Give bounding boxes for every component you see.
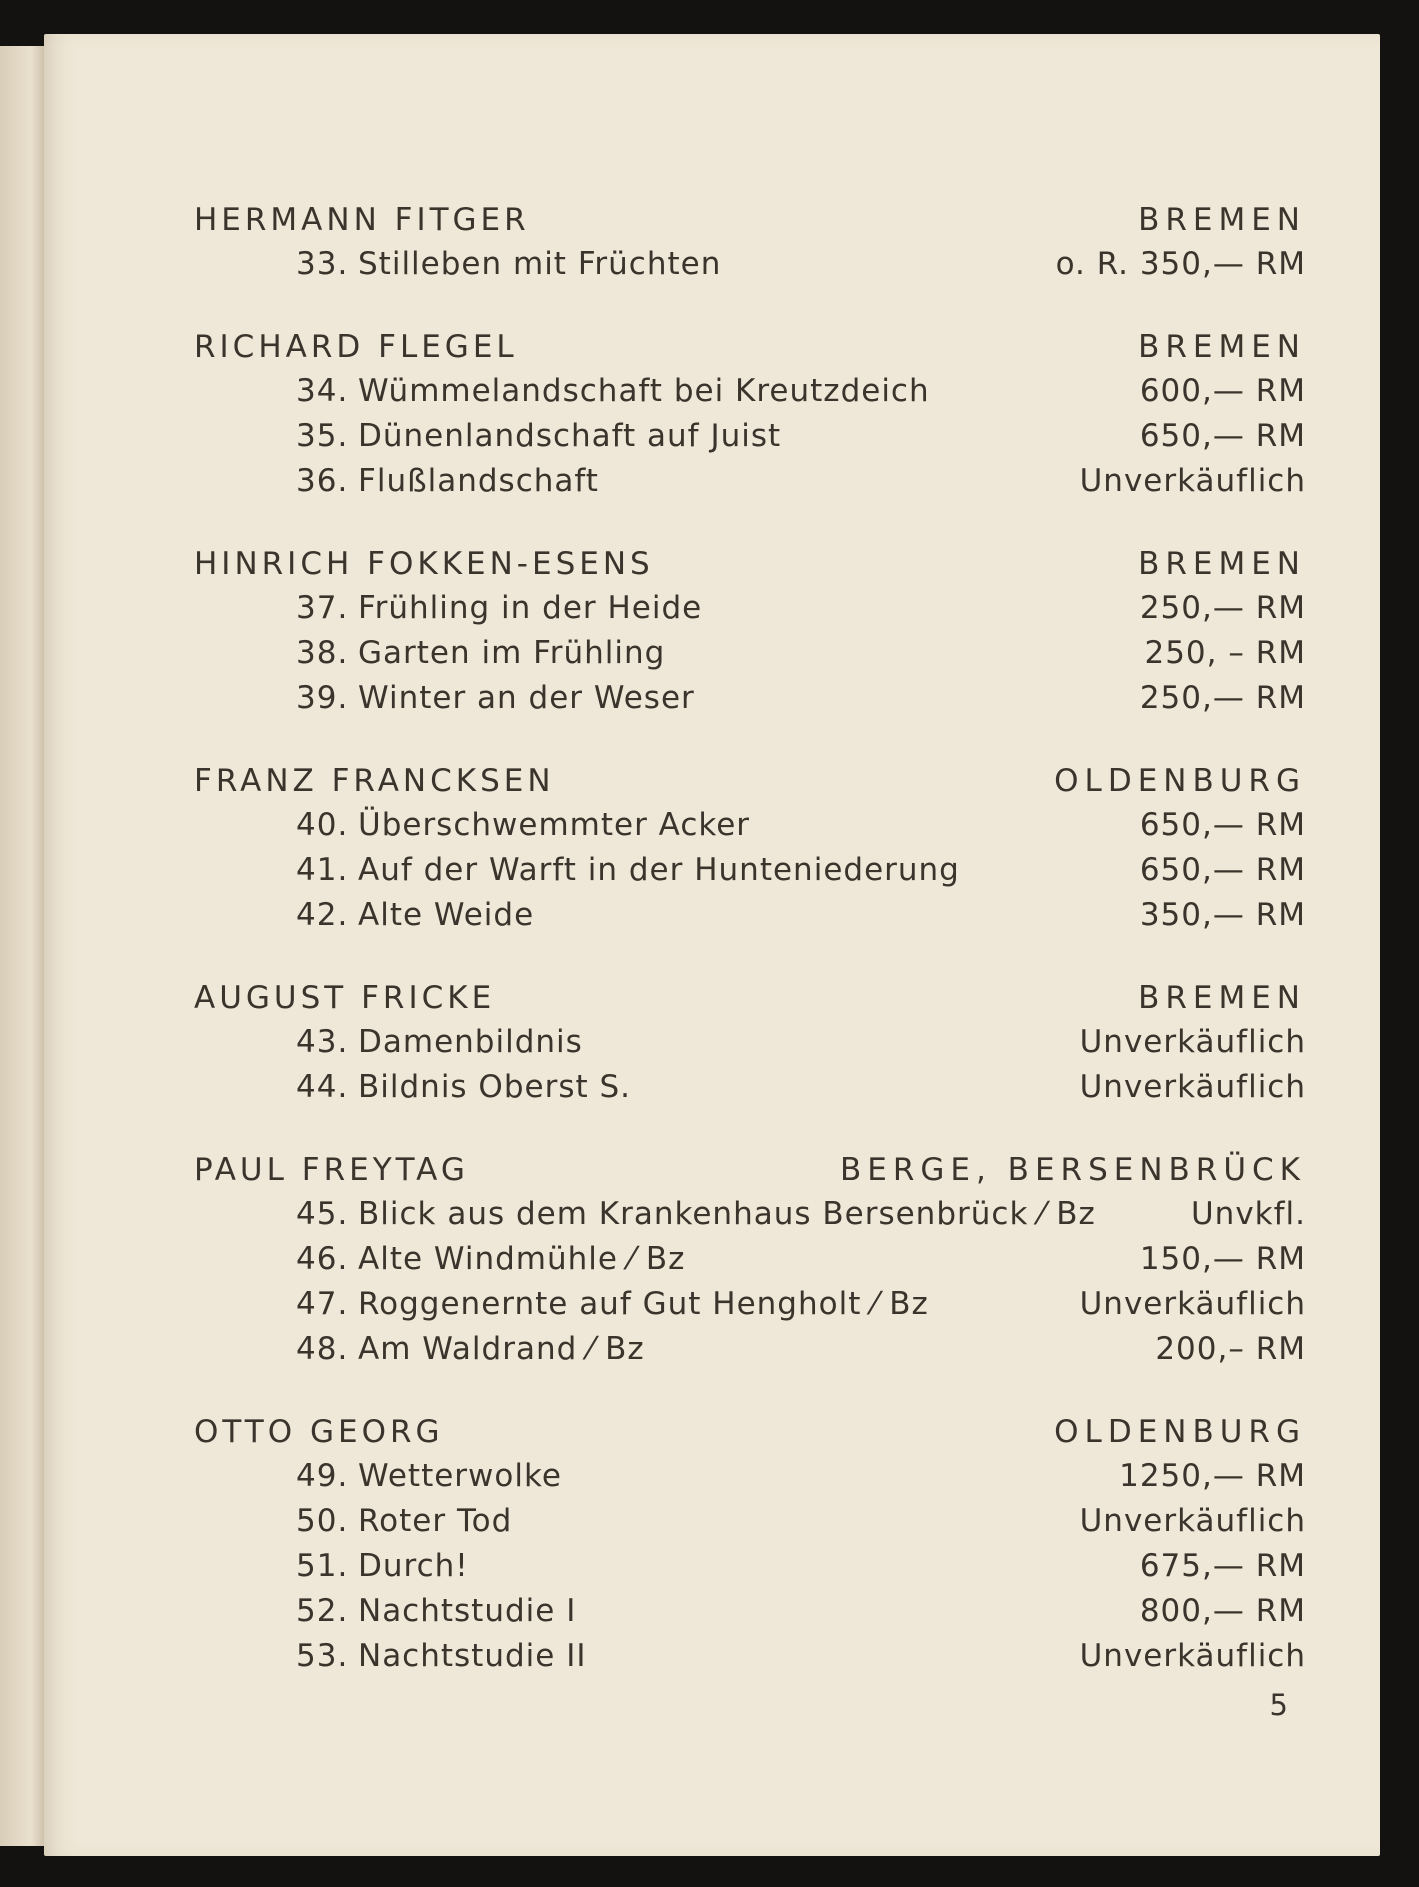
- work-label: [194, 852, 960, 888]
- artist-city: OLDENBURG: [1054, 1414, 1306, 1450]
- work-entry: [194, 1548, 1306, 1593]
- work-label: [194, 590, 702, 626]
- artist-city: OLDENBURG: [1054, 763, 1306, 799]
- work-entry: [194, 1458, 1306, 1503]
- work-entry: [194, 463, 1306, 508]
- work-price: 800,— RM: [1139, 1593, 1306, 1629]
- work-label: [194, 635, 665, 671]
- work-price: 650,— RM: [1139, 807, 1306, 843]
- artist-header: [194, 202, 1306, 246]
- work-number: 51.: [296, 1548, 349, 1584]
- artist-name: RICHARD FLEGEL: [194, 329, 518, 365]
- artist-header: [194, 1152, 1306, 1196]
- work-title: Roggenernte auf Gut Hengholt ⁄ Bz: [358, 1286, 929, 1322]
- artist-block: [194, 980, 1306, 1114]
- work-price: Unverkäuflich: [1079, 1503, 1306, 1539]
- work-title: Nachtstudie II: [358, 1638, 587, 1674]
- work-number: 43.: [296, 1024, 349, 1060]
- work-label: [194, 1241, 685, 1277]
- work-number: 52.: [296, 1593, 349, 1629]
- work-price: Unverkäuflich: [1079, 1286, 1306, 1322]
- work-label: [194, 1638, 587, 1674]
- artist-header: [194, 980, 1306, 1024]
- work-title: Garten im Frühling: [358, 635, 666, 671]
- work-title: Überschwemmter Acker: [358, 807, 751, 843]
- work-entry: [194, 897, 1306, 942]
- work-label: [194, 680, 695, 716]
- artist-header: [194, 546, 1306, 590]
- work-label: [194, 373, 930, 409]
- work-label: [194, 1548, 469, 1584]
- work-entry: [194, 680, 1306, 725]
- work-entry: [194, 1196, 1306, 1241]
- work-price: Unverkäuflich: [1079, 1638, 1306, 1674]
- work-label: [194, 1458, 562, 1494]
- work-number: 34.: [296, 373, 349, 409]
- work-title: Dünenlandschaft auf Juist: [358, 418, 782, 454]
- work-price: Unvkfl.: [1190, 1196, 1306, 1232]
- work-entry: [194, 1638, 1306, 1683]
- artist-block: [194, 1152, 1306, 1376]
- work-entry: [194, 1024, 1306, 1069]
- work-label: [194, 246, 721, 282]
- work-number: 33.: [296, 246, 349, 282]
- work-title: Winter an der Weser: [358, 680, 695, 716]
- work-entry: [194, 852, 1306, 897]
- work-label: [194, 1503, 512, 1539]
- work-number: 35.: [296, 418, 349, 454]
- work-title: Stilleben mit Früchten: [358, 246, 722, 282]
- artist-block: [194, 329, 1306, 508]
- work-number: 37.: [296, 590, 349, 626]
- work-price: 250, – RM: [1144, 635, 1306, 671]
- artist-name: FRANZ FRANCKSEN: [194, 763, 555, 799]
- work-entry: [194, 418, 1306, 463]
- work-label: [194, 1331, 645, 1367]
- work-price: 250,— RM: [1139, 680, 1306, 716]
- artist-city: BREMEN: [1138, 546, 1306, 582]
- work-entry: [194, 246, 1306, 291]
- work-label: [194, 463, 599, 499]
- artist-block: [194, 202, 1306, 291]
- work-price: 650,— RM: [1139, 852, 1306, 888]
- artist-header: [194, 329, 1306, 373]
- work-label: [194, 897, 534, 933]
- artwork-listing: [194, 202, 1306, 1721]
- work-price: o. R. 350,— RM: [1055, 246, 1306, 282]
- work-number: 50.: [296, 1503, 349, 1539]
- work-title: Wetterwolke: [358, 1458, 562, 1494]
- work-entry: [194, 1286, 1306, 1331]
- work-title: Flußlandschaft: [358, 463, 599, 499]
- work-price: Unverkäuflich: [1079, 1069, 1306, 1105]
- work-price: 150,— RM: [1139, 1241, 1306, 1277]
- work-title: Blick aus dem Krankenhaus Bersenbrück ⁄ Bz: [358, 1196, 1096, 1232]
- work-title: Auf der Warft in der Hunteniederung: [358, 852, 960, 888]
- artist-name: HINRICH FOKKEN-ESENS: [194, 546, 654, 582]
- work-title: Am Waldrand ⁄ Bz: [358, 1331, 645, 1367]
- work-number: 48.: [296, 1331, 349, 1367]
- work-entry: [194, 373, 1306, 418]
- work-label: [194, 1286, 929, 1322]
- artist-city: BREMEN: [1138, 329, 1306, 365]
- work-title: Alte Weide: [358, 897, 535, 933]
- artist-block: [194, 1414, 1306, 1683]
- work-title: Nachtstudie I: [358, 1593, 577, 1629]
- work-entry: [194, 1593, 1306, 1638]
- work-number: 42.: [296, 897, 349, 933]
- work-number: 47.: [296, 1286, 349, 1322]
- left-page-edge: [0, 46, 44, 1846]
- work-title: Frühling in der Heide: [358, 590, 703, 626]
- work-label: [194, 1593, 576, 1629]
- work-price: 1250,— RM: [1119, 1458, 1306, 1494]
- work-title: Durch!: [358, 1548, 469, 1584]
- work-number: 40.: [296, 807, 349, 843]
- work-title: Bildnis Oberst S.: [358, 1069, 632, 1105]
- work-entry: [194, 1069, 1306, 1114]
- artist-block: [194, 763, 1306, 942]
- artist-name: PAUL FREYTAG: [194, 1152, 469, 1188]
- work-number: 36.: [296, 463, 349, 499]
- work-number: 45.: [296, 1196, 349, 1232]
- work-price: 650,— RM: [1139, 418, 1306, 454]
- page-number: 5: [1269, 1688, 1288, 1722]
- work-title: Roter Tod: [358, 1503, 513, 1539]
- work-number: 41.: [296, 852, 349, 888]
- work-price: Unverkäuflich: [1079, 463, 1306, 499]
- artist-city: BREMEN: [1138, 980, 1306, 1016]
- artist-header: [194, 1414, 1306, 1458]
- work-label: [194, 1069, 631, 1105]
- work-number: 53.: [296, 1638, 349, 1674]
- work-entry: [194, 1241, 1306, 1286]
- work-entry: [194, 1331, 1306, 1376]
- work-number: 39.: [296, 680, 349, 716]
- work-number: 49.: [296, 1458, 349, 1494]
- work-label: [194, 1196, 1096, 1232]
- work-price: 600,— RM: [1139, 373, 1306, 409]
- work-price: 350,— RM: [1139, 897, 1306, 933]
- work-label: [194, 807, 750, 843]
- work-title: Damenbildnis: [358, 1024, 583, 1060]
- artist-block: [194, 546, 1306, 725]
- work-entry: [194, 807, 1306, 852]
- work-title: Alte Windmühle ⁄ Bz: [358, 1241, 686, 1277]
- work-entry: [194, 635, 1306, 680]
- artist-header: [194, 763, 1306, 807]
- work-price: 250,— RM: [1139, 590, 1306, 626]
- artist-city: BREMEN: [1138, 202, 1306, 238]
- work-number: 38.: [296, 635, 349, 671]
- work-title: Wümmelandschaft bei Kreutzdeich: [358, 373, 930, 409]
- work-label: [194, 1024, 583, 1060]
- work-label: [194, 418, 781, 454]
- catalog-page: [44, 34, 1380, 1856]
- work-price: 200,– RM: [1155, 1331, 1306, 1367]
- work-entry: [194, 1503, 1306, 1548]
- work-entry: [194, 590, 1306, 635]
- work-price: Unverkäuflich: [1079, 1024, 1306, 1060]
- work-number: 44.: [296, 1069, 349, 1105]
- artist-name: OTTO GEORG: [194, 1414, 444, 1450]
- work-price: 675,— RM: [1139, 1548, 1306, 1584]
- artist-name: AUGUST FRICKE: [194, 980, 496, 1016]
- artist-name: HERMANN FITGER: [194, 202, 530, 238]
- artist-city: BERGE, BERSENBRÜCK: [839, 1152, 1306, 1188]
- work-number: 46.: [296, 1241, 349, 1277]
